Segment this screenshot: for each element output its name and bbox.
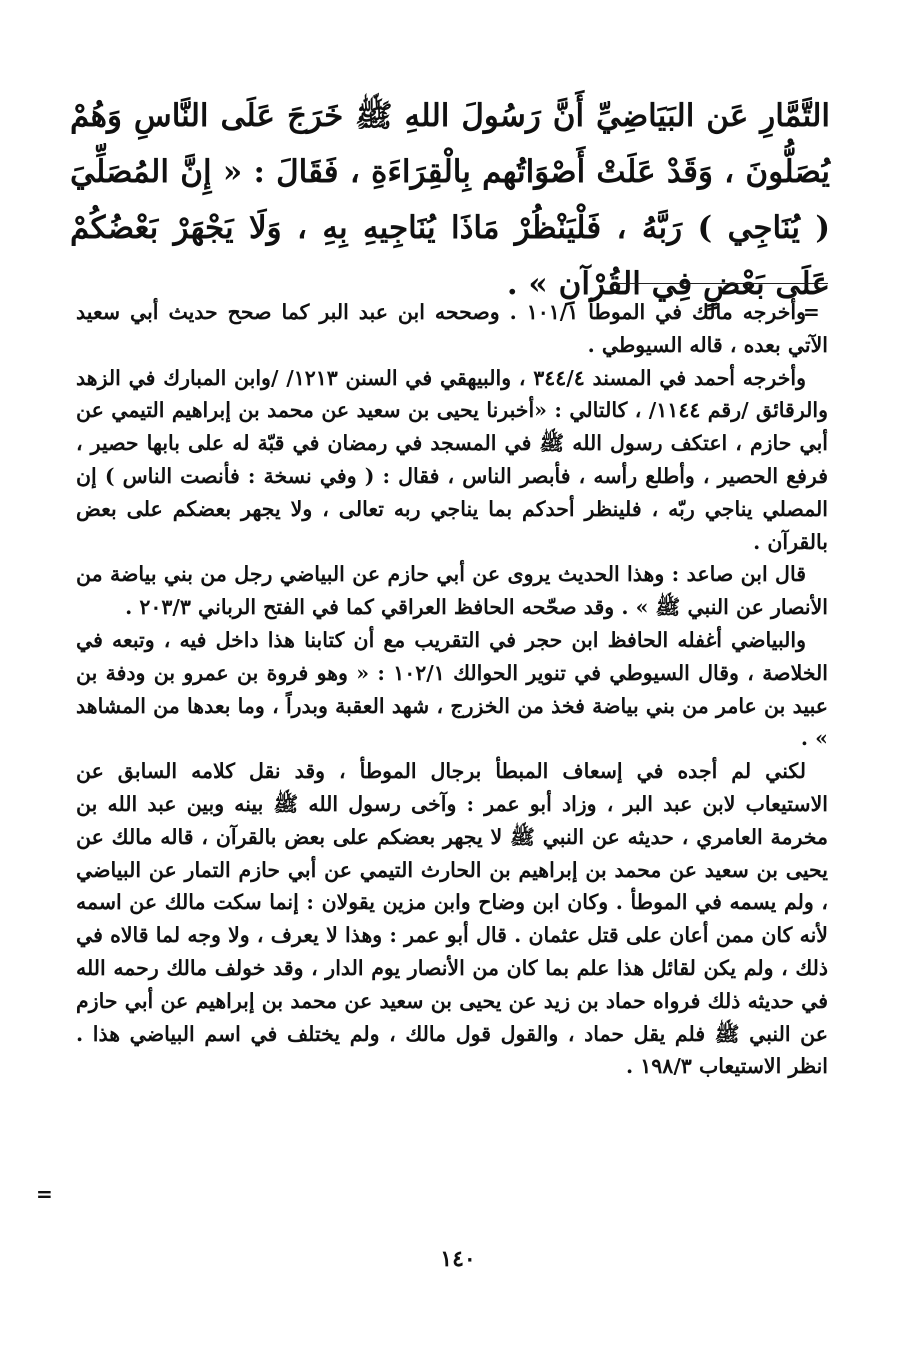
hadith-main-text: التَّمَّارِ عَن البَيَاضِيِّ أَنَّ رَسُولَ اللهِ ﷺ خَرَجَ عَلَى النَّاسِ وَهُمْ يُصَلُّونَ ، وَقَدْ عَلَتْ أَصْوَاتُهم بِالْقِرَاءَةِ ، فَقَالَ : « إِنَّ المُصَلِّيَ ( يُنَاجِي ) رَبَّهُ ، فَلْيَنْظُرْ مَاذَا يُنَاجِيهِ بِهِ ، وَلَا يَجْهَرْ بَعْضُكُمْ عَلَى بَعْضٍ فِي القُرْآنِ » .: [70, 98, 830, 302]
continuation-mark-top: =: [803, 300, 820, 324]
footnote-paragraph: وأخرجه مالك في الموطأ ١٠١/١ . وصححه ابن عبد البر كما صحح حديث أبي سعيد الآتي بعده ، قاله السيوطي .: [76, 300, 828, 357]
footnote-separator: [612, 283, 828, 284]
footnote-paragraph: قال ابن صاعد : وهذا الحديث يروى عن أبي حازم عن البياضي رجل من بني بياضة من الأنصار عن النبي ﷺ » . وقد صحّحه الحافظ العراقي كما في الفتح الرباني ٢٠٣/٣ .: [76, 562, 828, 620]
continuation-mark-bottom: =: [36, 1182, 53, 1206]
footnote-paragraph: لكني لم أجده في إسعاف المبطأ برجال الموطأ ، وقد نقل كلامه السابق عن الاستيعاب لابن عبد البر ، وزاد أبو عمر : وآخى رسول الله ﷺ بينه وبين عبد الله بن مخرمة العامري ، حديثه عن النبي ﷺ لا يجهر بعضكم على بعض بالقرآن ، قاله مالك عن يحيى بن سعيد عن محمد بن إبراهيم بن الحارث التيمي عن أبي حازم التمار عن البياضي ، ولم يسمه في الموطأ . وكان ابن وضاح وابن مزين يقولان : إنما سكت مالك عن اسمه لأنه كان ممن أعان على قتل عثمان . قال أبو عمر : وهذا لا يعرف ، ولا وجه لما قالاه في ذلك ، ولم يكن لقائل هذا علم بما كان من الأنصار يوم الدار ، وقد خولف مالك رحمه الله في حديثه ذلك فرواه حماد بن زيد عن يحيى بن سعيد عن محمد بن إبراهيم عن أبي حازم عن النبي ﷺ فلم يقل حماد ، والقول قول مالك ، ولم يختلف في اسم البياضي هذا . انظر الاستيعاب ١٩٨/٣ .: [76, 759, 828, 1079]
page-number: ١٤٠: [440, 1246, 476, 1272]
footnotes-block: [76, 296, 828, 1083]
footnote-paragraph: والبياضي أغفله الحافظ ابن حجر في التقريب مع أن كتابنا هذا داخل فيه ، وتبعه في الخلاصة ، وقال السيوطي في تنوير الحوالك ١٠٢/١ : « وهو فروة بن عمرو بن ودفة بن عبيد بن عامر من بني بياضة فخذ من الخزرج ، شهد العقبة وبدراً ، وما بعدها من المشاهد » .: [76, 627, 828, 751]
footnote-paragraph: وأخرجه أحمد في المسند ٣٤٤/٤ ، والبيهقي في السنن ١٢١٣/ /وابن المبارك في الزهد والرقائق /رقم ١١٤٤/ ، كالتالي : «أخبرنا يحيى بن سعيد عن محمد بن إبراهيم التيمي عن أبي حازم ، اعتكف رسول الله ﷺ في المسجد في رمضان في قبّة له على بابها حصير ، فرفع الحصير ، وأطلع رأسه ، فأبصر الناس ، فقال : ( وفي نسخة : فأنصت الناس ) إن المصلي يناجي ربّه ، فلينظر أحدكم بما يناجي ربه تعالى ، ولا يجهر بعضكم على بعض بالقرآن .: [76, 365, 828, 554]
